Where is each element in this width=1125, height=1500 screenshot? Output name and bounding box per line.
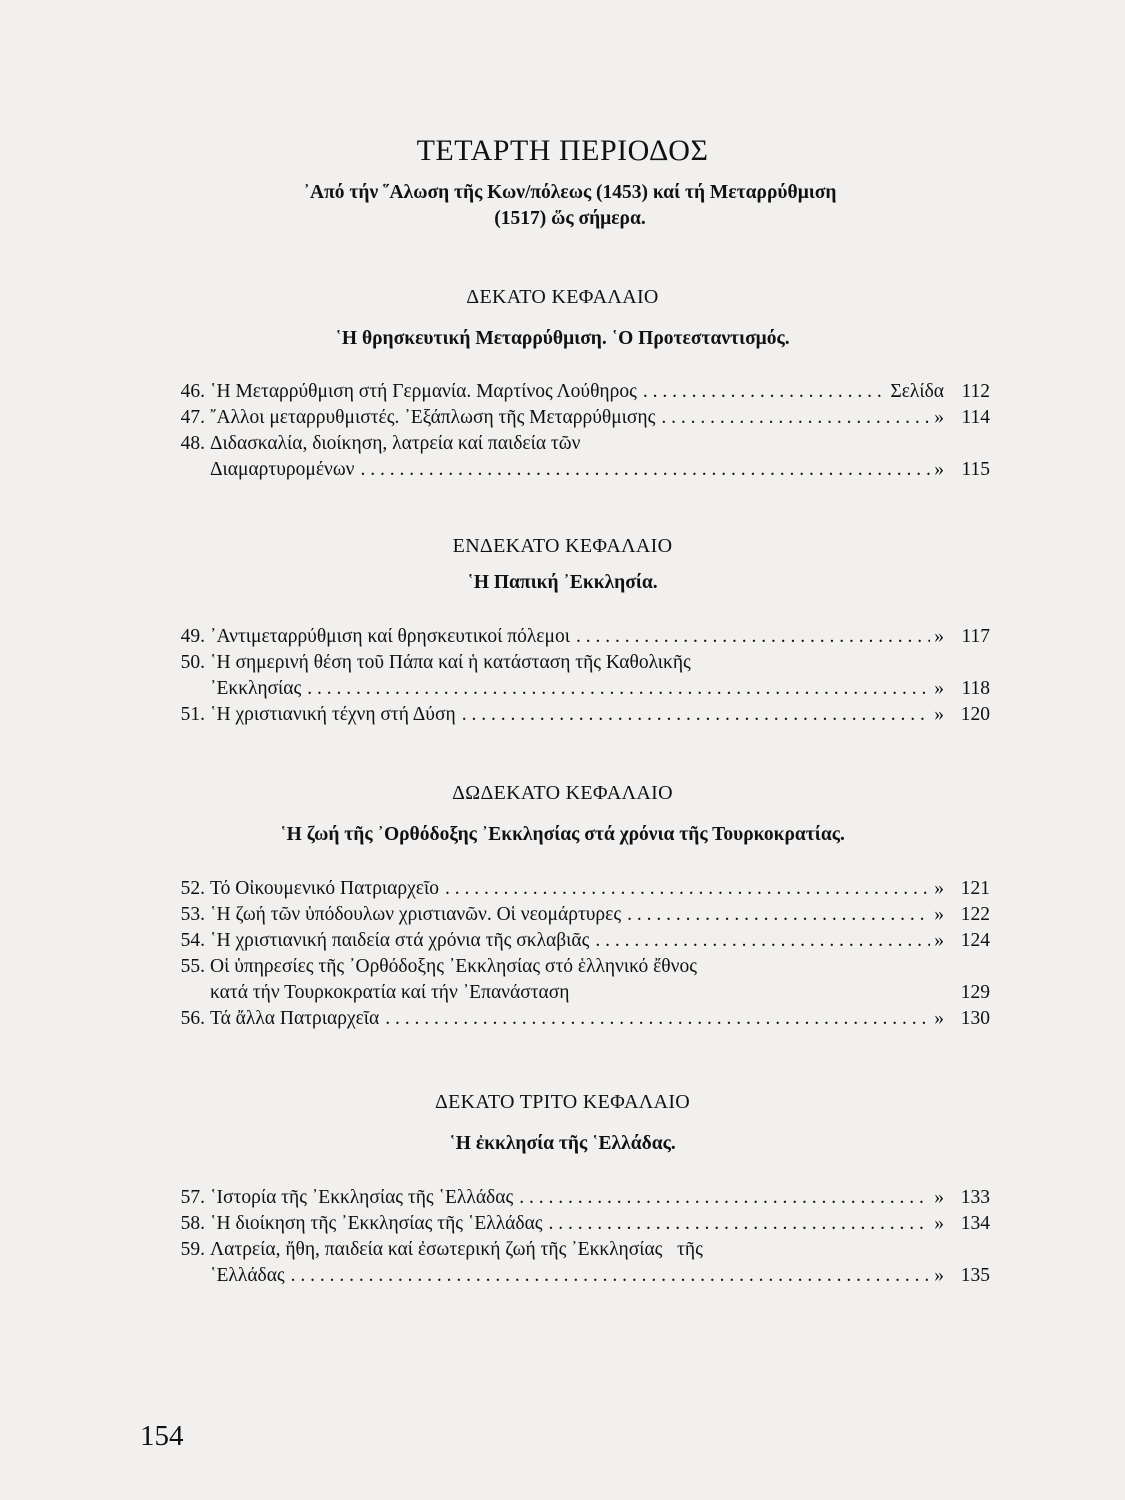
toc-entry-continuation: [162, 1263, 990, 1289]
chapter-title: ΕΝΔΕΚΑΤΟ ΚΕΦΑΛΑΙΟ: [452, 535, 673, 557]
ditto-mark: »: [934, 704, 944, 725]
period-subtitle-line1: ᾿Από τήν ῞Αλωση τῆς Κων/πόλεως (1453) καί τή Μεταρρύθμιση: [303, 182, 837, 203]
ditto-mark: »: [934, 1213, 944, 1234]
page-number: 154: [140, 1420, 184, 1452]
entry-page: 124: [960, 930, 990, 951]
toc-entry: [162, 876, 990, 902]
leader-dots: [519, 1185, 930, 1211]
toc-entry: [162, 650, 990, 676]
entry-title: ῾Η χριστιανική παιδεία στά χρόνια τῆς σκλαβιᾶς: [210, 930, 590, 951]
entry-title: ῾Η διοίκηση τῆς ᾿Εκκλησίας τῆς ῾Ελλάδας: [210, 1213, 543, 1234]
entry-page: 134: [960, 1213, 990, 1234]
toc-entry: [162, 902, 990, 928]
ditto-mark: »: [934, 459, 944, 480]
toc-entry: [162, 928, 990, 954]
entry-number: 49.: [180, 626, 205, 647]
toc-entry: [162, 405, 990, 431]
entry-title: Διδασκαλία, διοίκηση, λατρεία καί παιδεία τῶν: [210, 433, 581, 454]
entry-title: Λατρεία, ἤθη, παιδεία καί ἐσωτερική ζωή τῆς ᾿Εκκλησίας τῆς: [210, 1239, 703, 1260]
toc-list: [162, 1185, 990, 1289]
toc-entry: [162, 624, 990, 650]
entry-title: ῾Η Μεταρρύθμιση στή Γερμανία. Μαρτίνος Λούθηρος: [210, 381, 637, 402]
entry-page: 133: [960, 1187, 990, 1208]
toc-list: [162, 876, 990, 1032]
toc-entry: [162, 954, 990, 980]
chapter-title: ΔΕΚΑΤΟ ΤΡΙΤΟ ΚΕΦΑΛΑΙΟ: [434, 1091, 691, 1113]
ditto-mark: »: [934, 1008, 944, 1029]
page-label: Σελίδα: [890, 381, 944, 402]
entry-number: 58.: [180, 1213, 205, 1234]
entry-page: 120: [960, 704, 990, 725]
entry-title: ῾Ιστορία τῆς ᾿Εκκλησίας τῆς ῾Ελλάδας: [210, 1187, 514, 1208]
entry-number: 59.: [180, 1239, 205, 1260]
toc-entry: [162, 1185, 990, 1211]
chapter-title: ΔΕΚΑΤΟ ΚΕΦΑΛΑΙΟ: [466, 286, 659, 308]
entry-number: 53.: [180, 904, 205, 925]
ditto-mark: »: [934, 904, 944, 925]
ditto-mark: »: [934, 678, 944, 699]
entry-number: 48.: [180, 433, 205, 454]
entry-title-continued: κατά τήν Τουρκοκρατία καί τήν ᾿Επανάσταση: [210, 982, 570, 1003]
ditto-mark: »: [934, 1187, 944, 1208]
chapter-title: ΔΩΔΕΚΑΤΟ ΚΕΦΑΛΑΙΟ: [452, 782, 673, 804]
entry-title-continued: ῾Ελλάδας: [210, 1265, 285, 1286]
entry-page: 117: [961, 626, 990, 647]
leader-dots: [385, 1006, 930, 1032]
entry-title: Οἱ ὑπηρεσίες τῆς ᾿Ορθόδοξης ᾿Εκκλησίας στό ἑλληνικό ἔθνος: [210, 956, 697, 977]
entry-page: 115: [961, 459, 990, 480]
chapter-subtitle: ῾Η θρησκευτική Μεταρρύθμιση. ῾Ο Προτεσταντισμός.: [335, 328, 790, 349]
toc-entry-continuation: [162, 676, 990, 702]
entry-title-continued: Διαμαρτυρομένων: [210, 459, 355, 480]
leader-dots: [576, 624, 930, 650]
leader-dots: [661, 405, 930, 431]
leader-dots: [549, 1211, 931, 1237]
toc-entry: [162, 702, 990, 728]
entry-number: 55.: [180, 956, 205, 977]
leader-dots: [643, 379, 887, 405]
entry-number: 50.: [180, 652, 205, 673]
entry-number: 46.: [180, 381, 205, 402]
toc-entry: [162, 379, 990, 405]
leader-dots: [445, 876, 930, 902]
leader-dots: [462, 702, 931, 728]
leader-dots: [627, 902, 930, 928]
toc-entry: [162, 1237, 990, 1263]
entry-page: 129: [960, 982, 990, 1003]
entry-page: 130: [960, 1008, 990, 1029]
leader-dots: [307, 676, 930, 702]
entry-title: Τό Οἰκουμενικό Πατριαρχεῖο: [210, 878, 439, 899]
leader-dots: [291, 1263, 931, 1289]
chapter-subtitle: ῾Η ζωή τῆς ᾿Ορθόδοξης ᾿Εκκλησίας στά χρόνια τῆς Τουρκοκρατίας.: [280, 824, 845, 845]
toc-entry-continuation: [162, 980, 990, 1006]
leader-dots: [361, 457, 931, 483]
period-subtitle-line2: (1517) ὥς σήμερα.: [494, 208, 646, 229]
toc-entry: [162, 431, 990, 457]
entry-title: ῾Η χριστιανική τέχνη στή Δύση: [210, 704, 456, 725]
entry-number: 54.: [180, 930, 205, 951]
entry-title: ῾Η ζωή τῶν ὑπόδουλων χριστιανῶν. Οἱ νεομάρτυρες: [210, 904, 622, 925]
toc-entry: [162, 1006, 990, 1032]
entry-number: 51.: [180, 704, 205, 725]
ditto-mark: »: [934, 878, 944, 899]
entry-title: ῾Η σημερινή θέση τοῦ Πάπα καί ἡ κατάσταση τῆς Καθολικῆς: [210, 652, 691, 673]
toc-entry: [162, 1211, 990, 1237]
ditto-mark: »: [934, 407, 944, 428]
entry-page: 118: [961, 678, 990, 699]
entry-number: 57.: [180, 1187, 205, 1208]
chapter-subtitle: ῾Η ἐκκλησία τῆς ῾Ελλάδας.: [449, 1133, 676, 1154]
entry-page: 112: [961, 381, 990, 402]
ditto-mark: »: [934, 626, 944, 647]
entry-title-continued: ᾿Εκκλησίας: [210, 678, 302, 699]
chapter-subtitle: ῾Η Παπική ᾿Εκκλησία.: [467, 572, 658, 593]
entry-number: 56.: [180, 1008, 205, 1029]
toc-list: [162, 379, 990, 483]
ditto-mark: »: [934, 930, 944, 951]
entry-page: 135: [960, 1265, 990, 1286]
period-title: ΤΕΤΑΡΤΗ ΠΕΡΙΟΔΟΣ: [416, 134, 709, 167]
entry-number: 52.: [180, 878, 205, 899]
entry-number: 47.: [180, 407, 205, 428]
leader-dots: [595, 928, 930, 954]
toc-entry-continuation: [162, 457, 990, 483]
entry-title: Τά ἄλλα Πατριαρχεῖα: [210, 1008, 380, 1029]
entry-page: 121: [960, 878, 990, 899]
toc-list: [162, 624, 990, 728]
entry-page: 114: [961, 407, 990, 428]
entry-title: ᾿Αντιμεταρρύθμιση καί θρησκευτικοί πόλεμοι: [210, 626, 570, 647]
entry-page: 122: [960, 904, 990, 925]
period-subtitle: [230, 180, 910, 232]
entry-title: ῎Αλλοι μεταρρυθμιστές. ᾿Εξάπλωση τῆς Μεταρρύθμισης: [210, 407, 656, 428]
ditto-mark: »: [934, 1265, 944, 1286]
